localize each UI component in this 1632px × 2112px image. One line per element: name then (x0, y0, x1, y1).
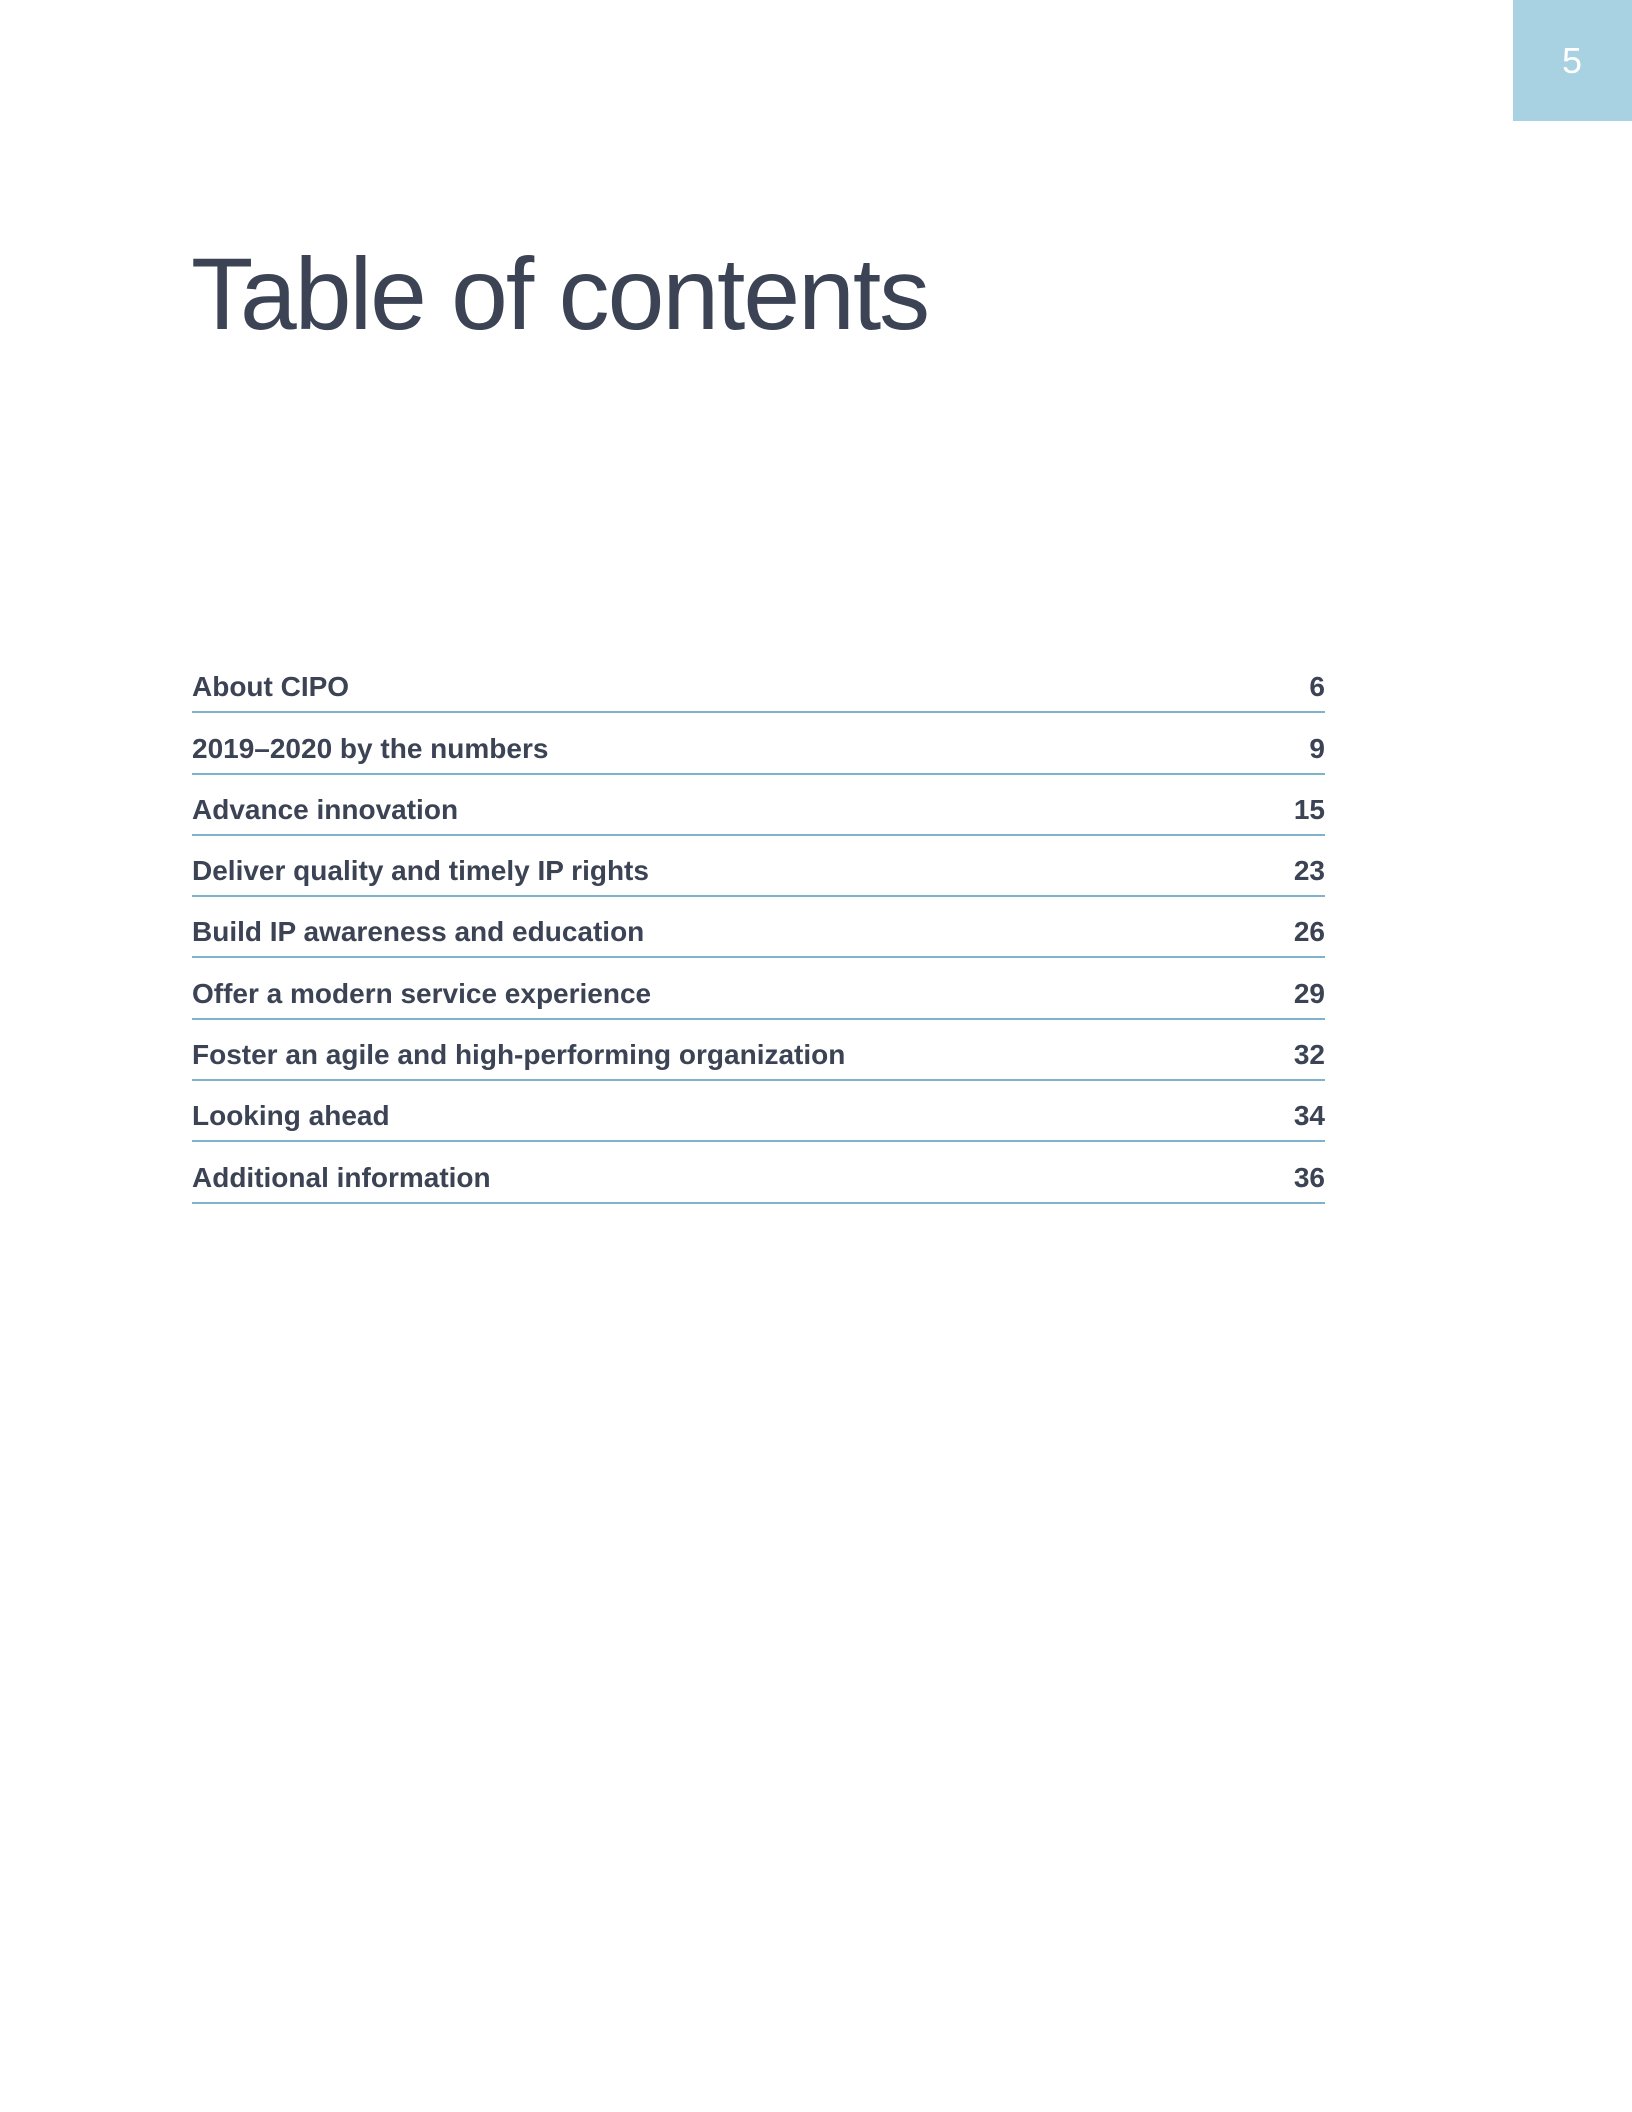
toc-entry-page-number: 9 (1309, 732, 1325, 764)
toc-entry[interactable] (192, 775, 1325, 836)
toc-entry-page-number: 26 (1293, 916, 1325, 948)
toc-entry-label: Looking ahead (192, 1100, 390, 1132)
toc-list (192, 652, 1325, 1204)
toc-entry-label: Build IP awareness and education (192, 916, 645, 948)
toc-entry[interactable] (192, 1020, 1325, 1081)
toc-entry[interactable] (192, 1142, 1325, 1203)
toc-entry[interactable] (192, 713, 1325, 774)
toc-entry-page-number: 36 (1293, 1161, 1325, 1193)
page-number: 5 (1561, 39, 1584, 81)
page-number-tab (1513, 0, 1632, 121)
toc-entry-label: Advance innovation (192, 793, 459, 825)
toc-entry-label: About CIPO (192, 671, 350, 703)
toc-entry-page-number: 23 (1293, 855, 1325, 887)
toc-entry-label: 2019–2020 by the numbers (192, 732, 549, 764)
toc-entry-label: Additional information (192, 1161, 491, 1193)
toc-entry-page-number: 15 (1293, 793, 1325, 825)
toc-entry-label: Foster an agile and high-performing organization (192, 1039, 846, 1071)
toc-entry-label: Offer a modern service experience (192, 977, 652, 1009)
toc-entry-page-number: 6 (1309, 671, 1325, 703)
toc-entry-page-number: 34 (1293, 1100, 1325, 1132)
toc-entry[interactable] (192, 958, 1325, 1019)
page-title: Table of contents (191, 237, 929, 351)
toc-entry-page-number: 32 (1293, 1039, 1325, 1071)
toc-entry[interactable] (192, 1081, 1325, 1142)
toc-entry[interactable] (192, 897, 1325, 958)
toc-entry[interactable] (192, 652, 1325, 713)
toc-entry-label: Deliver quality and timely IP rights (192, 855, 649, 887)
toc-entry[interactable] (192, 836, 1325, 897)
toc-entry-page-number: 29 (1293, 977, 1325, 1009)
